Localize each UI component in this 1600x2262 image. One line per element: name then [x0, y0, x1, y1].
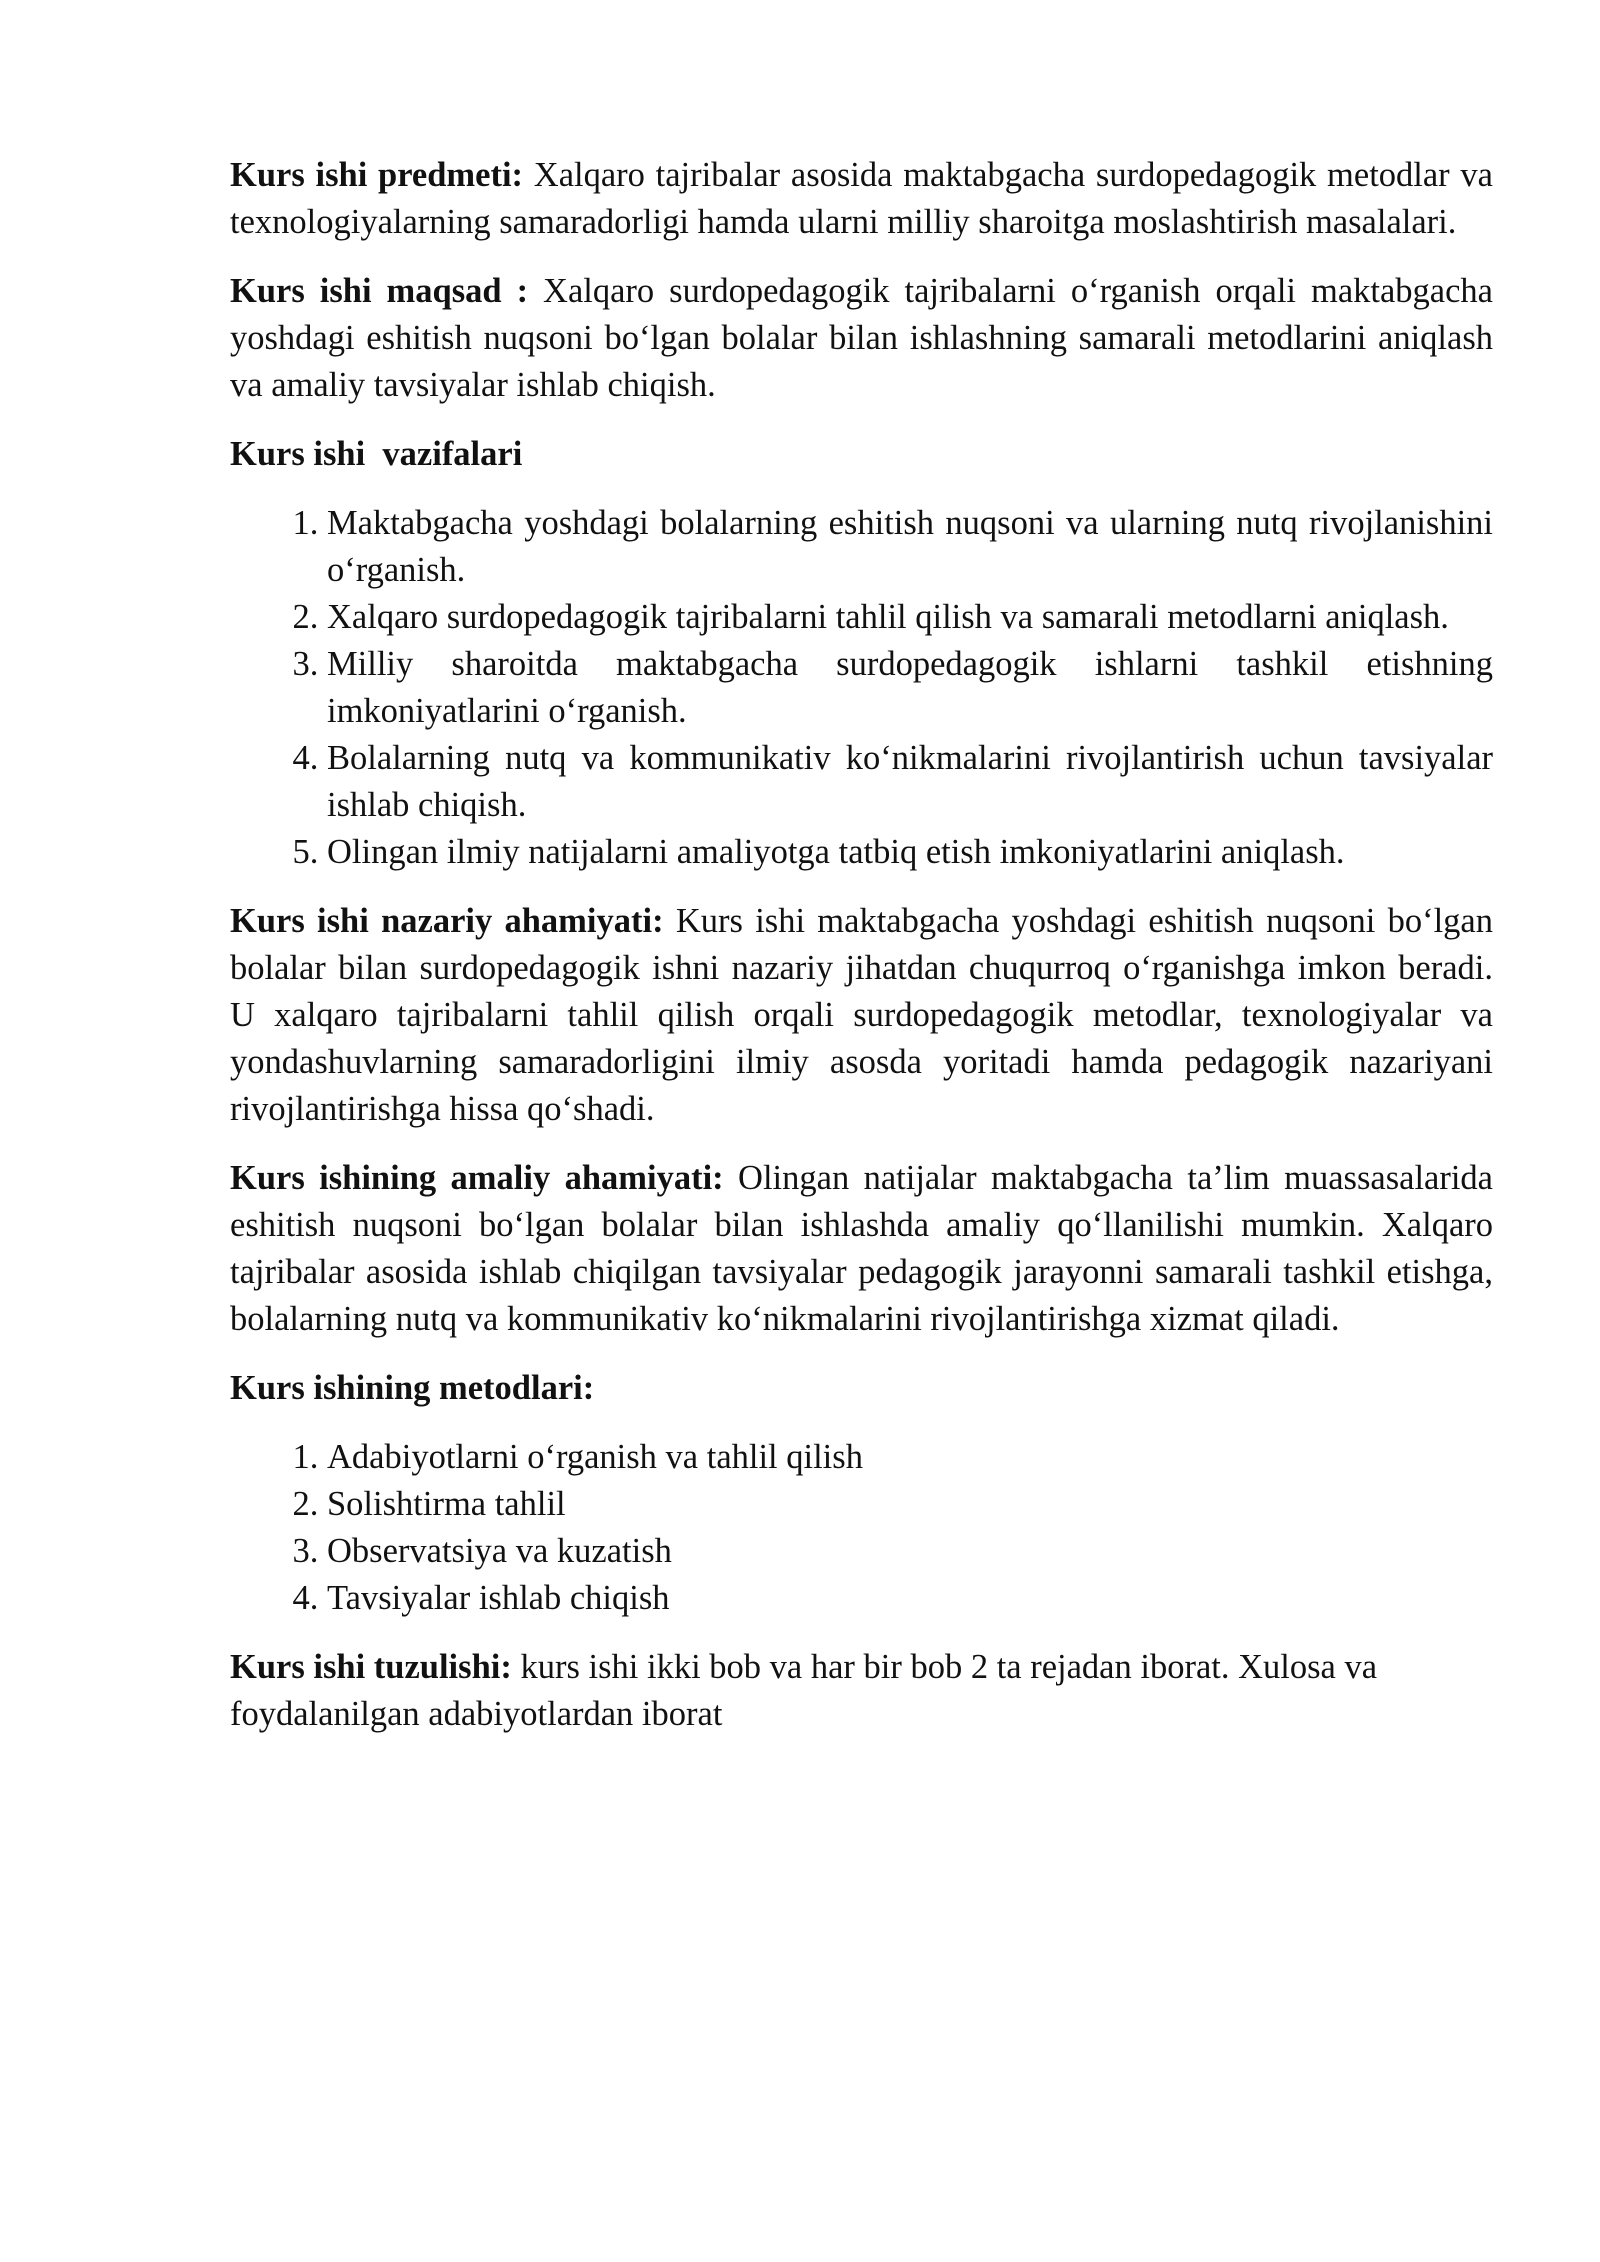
list-item: 1. Adabiyotlarni o‘rganish va tahlil qilish — [327, 1434, 1493, 1481]
nazariy-paragraph — [230, 898, 1493, 1133]
maqsad-text: Xalqaro surdopedagogik tajribalarni o‘rganish orqali maktabgacha yoshdagi eshitish nuqsoni bo‘lgan bolalar bilan ishlashning samarali metodlarini aniqlash va amaliy tavsiyalar ishlab chiqish. — [230, 272, 1493, 404]
vazifalari-label: Kurs ishi vazifalari — [230, 435, 523, 473]
amaliy-text: Olingan natijalar maktabgacha ta’lim muassasalarida eshitish nuqsoni bo‘lgan bolalar bilan ishlashda amaliy qo‘llanilishi mumkin. Xalqaro tajribalar asosida ishlab chiqilgan tavsiyalar pedagogik jarayonni samarali tashkil etishga, bolalarning nutq va kommunikativ ko‘nikmalarini rivojlantirishga xizmat qiladi. — [230, 1159, 1493, 1338]
maqsad-paragraph — [230, 268, 1493, 409]
nazariy-label: Kurs ishi nazariy ahamiyati: — [230, 902, 664, 940]
tuzulishi-label: Kurs ishi tuzulishi: — [230, 1648, 512, 1686]
predmeti-text: Xalqaro tajribalar asosida maktabgacha surdopedagogik metodlar va texnologiyalarning samaradorligi hamda ularni milliy sharoitga moslashtirish masalalari. — [230, 156, 1493, 241]
predmeti-paragraph — [230, 152, 1493, 246]
metodlari-heading — [230, 1365, 1493, 1412]
list-item: 1. Maktabgacha yoshdagi bolalarning eshitish nuqsoni va ularning nutq rivojlanishini o‘rganish. — [327, 500, 1493, 594]
tuzulishi-text: kurs ishi ikki bob va har bir bob 2 ta rejadan iborat. Xulosa va foydalanilgan adabiyotlardan iborat — [230, 1648, 1378, 1733]
metodlari-list — [230, 1434, 1493, 1622]
list-item: 3. Milliy sharoitda maktabgacha surdopedagogik ishlarni tashkil etishning imkoniyatlarini o‘rganish. — [327, 641, 1493, 735]
list-item: 4. Bolalarning nutq va kommunikativ ko‘nikmalarini rivojlantirish uchun tavsiyalar ishlab chiqish. — [327, 735, 1493, 829]
nazariy-text: Kurs ishi maktabgacha yoshdagi eshitish nuqsoni bo‘lgan bolalar bilan surdopedagogik ishni nazariy jihatdan chuqurroq o‘rganishga imkon beradi. U xalqaro tajribalarni tahlil qilish orqali surdopedagogik metodlar, texnologiyalar va yondashuvlarning samaradorligini ilmiy asosda yoritadi hamda pedagogik nazariyani rivojlantirishga hissa qo‘shadi. — [230, 902, 1493, 1128]
maqsad-label: Kurs ishi maqsad : — [230, 272, 529, 310]
amaliy-label: Kurs ishining amaliy ahamiyati: — [230, 1159, 724, 1197]
list-item: 2. Xalqaro surdopedagogik tajribalarni tahlil qilish va samarali metodlarni aniqlash. — [327, 594, 1493, 641]
vazifalari-heading — [230, 431, 1493, 478]
vazifalari-list — [230, 500, 1493, 876]
metodlari-label: Kurs ishining metodlari: — [230, 1369, 595, 1407]
amaliy-paragraph — [230, 1155, 1493, 1343]
tuzulishi-paragraph — [230, 1644, 1493, 1738]
list-item: 3. Observatsiya va kuzatish — [327, 1528, 1493, 1575]
list-item: 2. Solishtirma tahlil — [327, 1481, 1493, 1528]
list-item: 4. Tavsiyalar ishlab chiqish — [327, 1575, 1493, 1622]
list-item: 5. Olingan ilmiy natijalarni amaliyotga tatbiq etish imkoniyatlarini aniqlash. — [327, 829, 1493, 876]
predmeti-label: Kurs ishi predmeti: — [230, 156, 524, 194]
